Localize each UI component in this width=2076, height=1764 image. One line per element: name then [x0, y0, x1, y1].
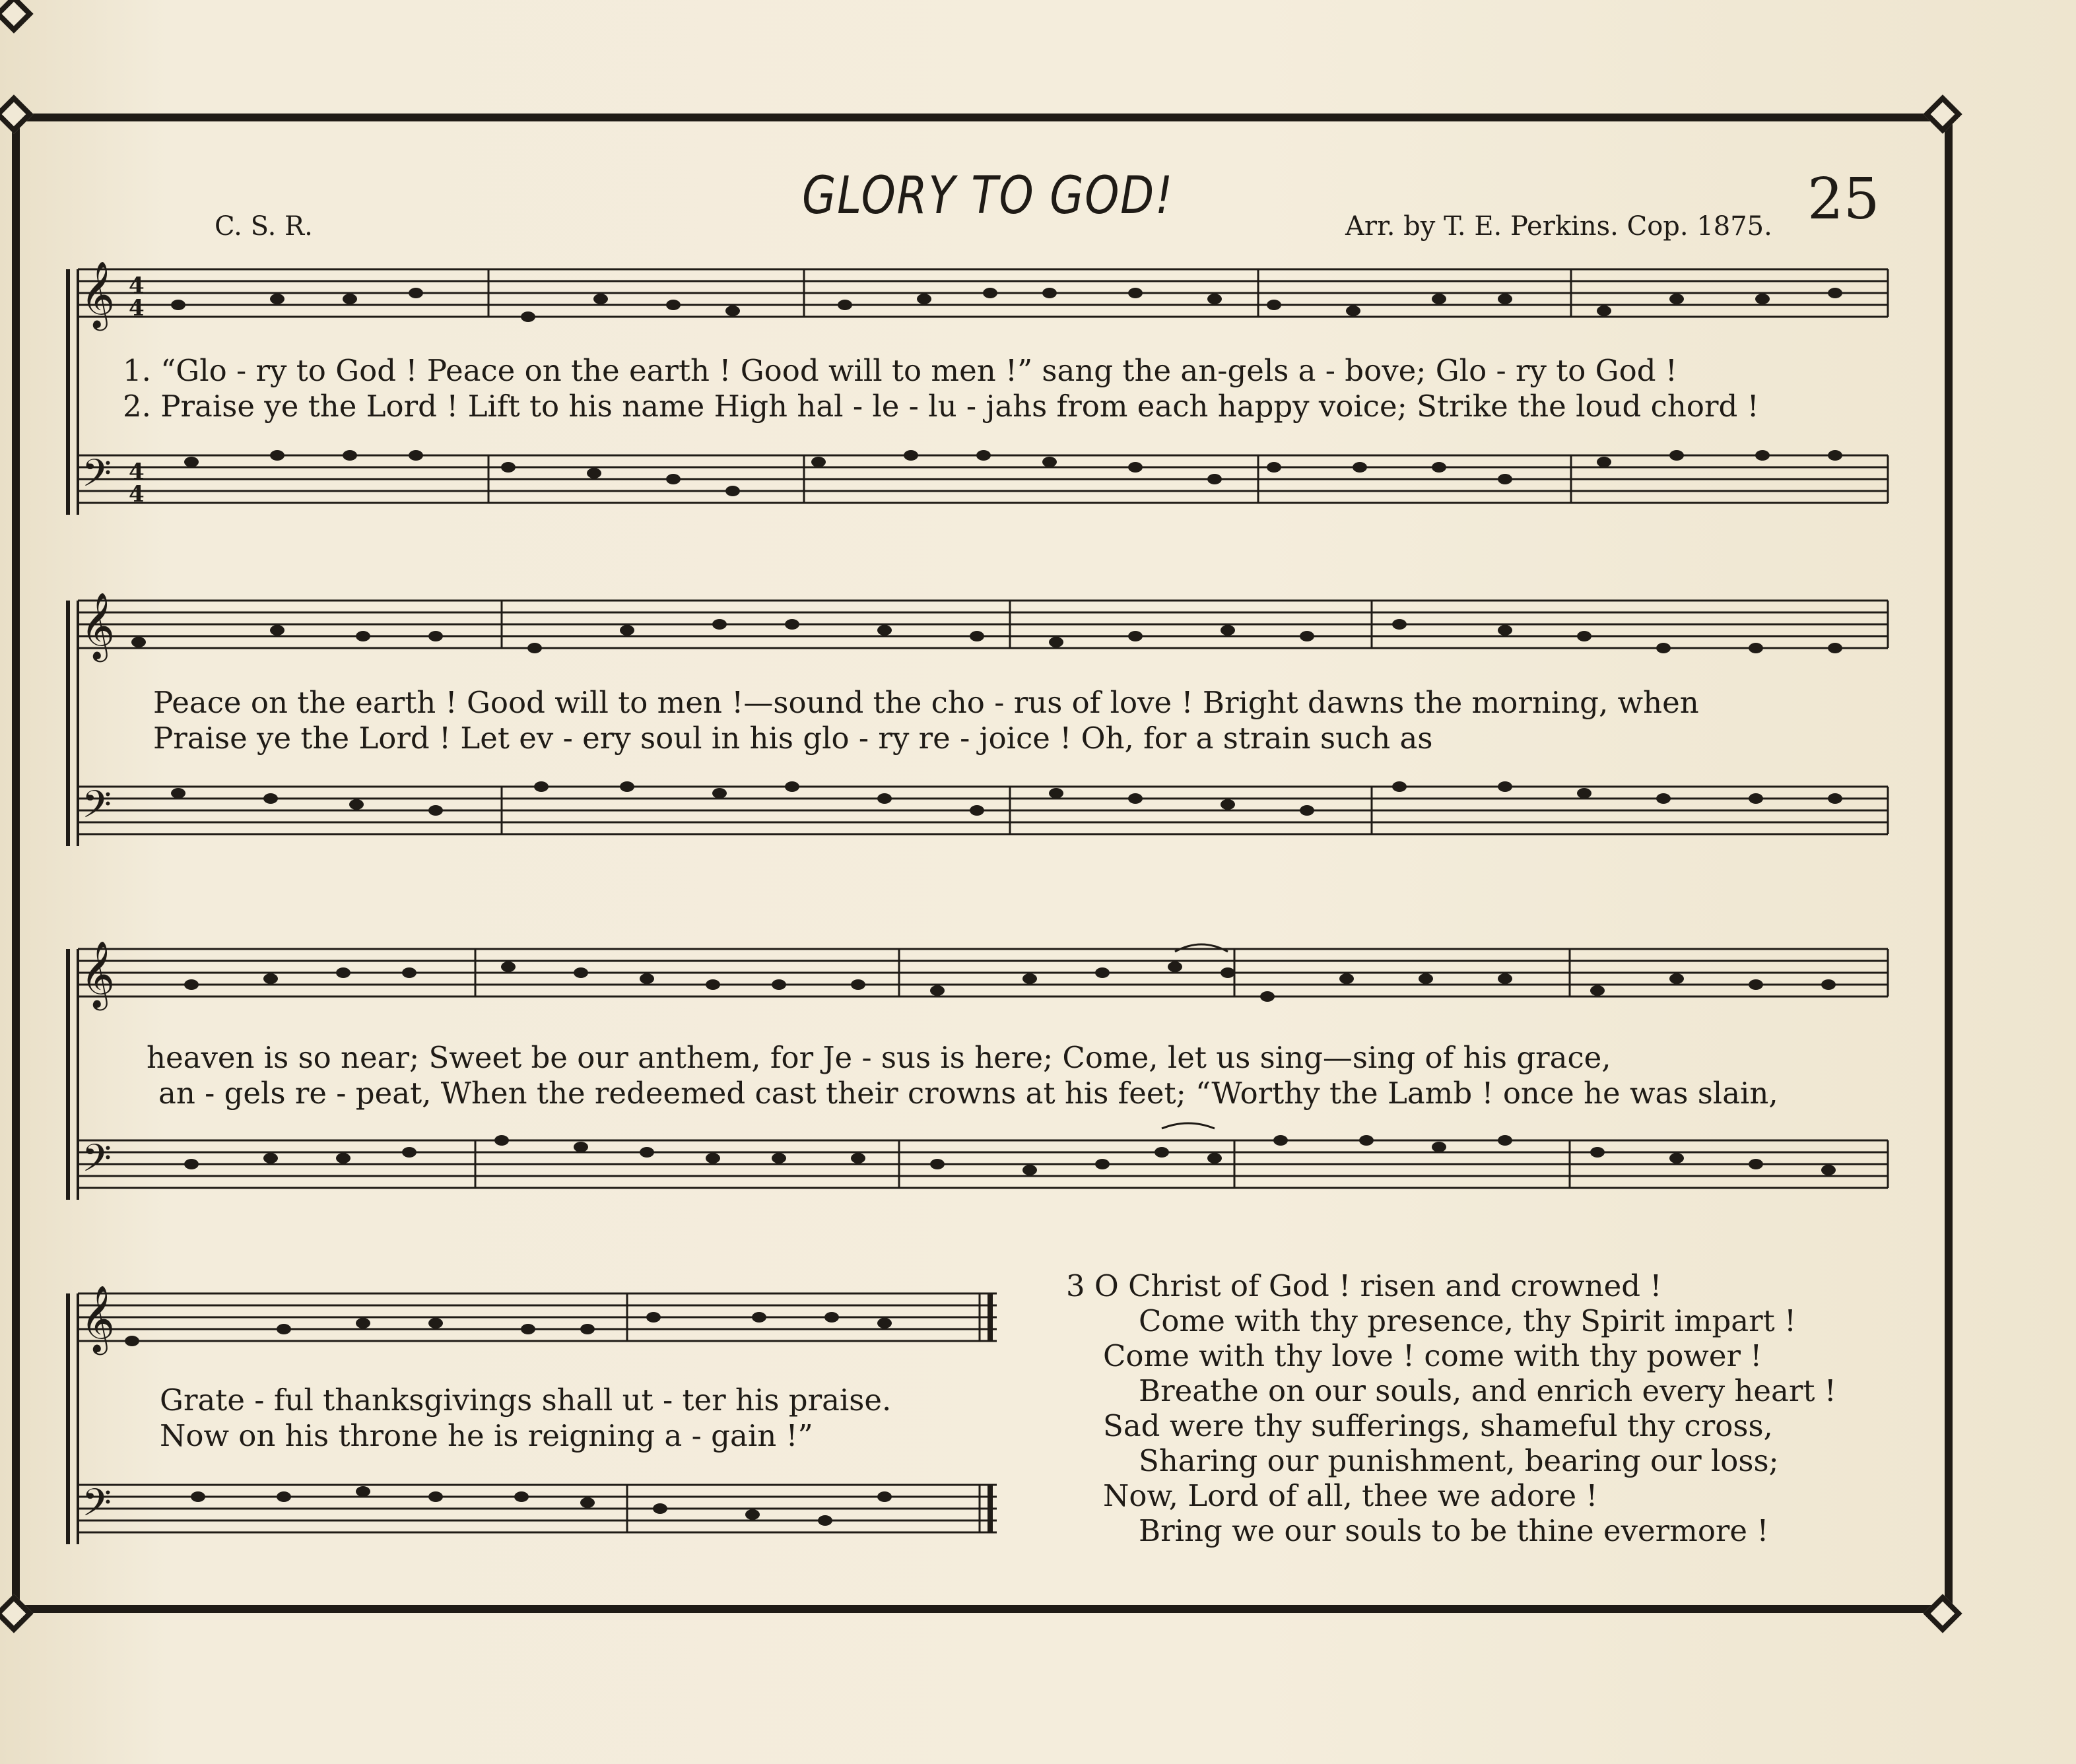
- treble-clef-icon: 𝄞: [81, 940, 116, 1008]
- lyrics-system-2-verse-2: Praise ye the Lord ! Let ev - ery soul in his glo - ry re - joice ! Oh, for a strain such as: [153, 721, 1433, 756]
- svg-text:4: 4: [129, 459, 145, 485]
- svg-text:4: 4: [129, 295, 145, 321]
- stanza-3-line: Come with thy presence, thy Spirit impart !: [1139, 1303, 1797, 1338]
- svg-text:4: 4: [129, 481, 145, 507]
- treble-clef-icon: 𝄞: [81, 260, 116, 328]
- stanza-3-line: Breathe on our souls, and enrich every heart !: [1139, 1373, 1836, 1408]
- treble-clef-icon: 𝄞: [81, 591, 116, 659]
- lyrics-system-3-verse-2: an - gels re - peat, When the redeemed cast their crowns at his feet; “Worthy the Lamb ! once he was slain,: [158, 1076, 1778, 1111]
- lyrics-system-1-verse-1: 1. “Glo - ry to God ! Peace on the earth ! Good will to men !” sang the an-gels a - bove; Glo - ry to God !: [123, 353, 1677, 388]
- bass-clef-icon: 𝄢: [82, 451, 112, 505]
- treble-clef-icon: 𝄞: [81, 1284, 116, 1352]
- hymn-title: GLORY TO GOD!: [802, 166, 1174, 226]
- stanza-3: [1066, 1268, 1836, 1548]
- arranger-credit: Arr. by T. E. Perkins. Cop. 1875.: [1345, 211, 1772, 242]
- svg-text:4: 4: [129, 273, 145, 299]
- lyrics-system-2-verse-1: Peace on the earth ! Good will to men !—sound the cho - rus of love ! Bright dawns the morning, when: [153, 685, 1699, 720]
- stanza-3-line: Come with thy love ! come with thy power !: [1103, 1338, 1762, 1373]
- lyrics-system-1-verse-2: 2. Praise ye the Lord ! Lift to his name High hal - le - lu - jahs from each happy voice; Strike the loud chord !: [123, 389, 1759, 424]
- stanza-3-line: Now, Lord of all, thee we adore !: [1103, 1478, 1598, 1513]
- stanza-3-line: 3 O Christ of God ! risen and crowned !: [1066, 1268, 1662, 1303]
- page-number: 25: [1807, 166, 1880, 232]
- stanza-3-line: Sharing our punishment, bearing our loss;: [1139, 1443, 1779, 1478]
- stanza-3-line: Bring we our souls to be thine evermore !: [1139, 1513, 1769, 1548]
- lyrics-system-3-verse-1: heaven is so near; Sweet be our anthem, for Je - sus is here; Come, let us sing—sing of his grace,: [147, 1040, 1611, 1075]
- bass-clef-icon: 𝄢: [82, 1480, 112, 1534]
- stanza-3-line: Sad were thy sufferings, shameful thy cross,: [1103, 1408, 1773, 1443]
- bass-clef-icon: 𝄢: [82, 782, 112, 836]
- lyrics-system-4-verse-1: Grate - ful thanksgivings shall ut - ter his praise.: [160, 1383, 892, 1418]
- author-credit: C. S. R.: [215, 211, 313, 242]
- bass-clef-icon: 𝄢: [82, 1136, 112, 1190]
- lyrics-system-4-verse-2: Now on his throne he is reigning a - gain !”: [160, 1418, 813, 1453]
